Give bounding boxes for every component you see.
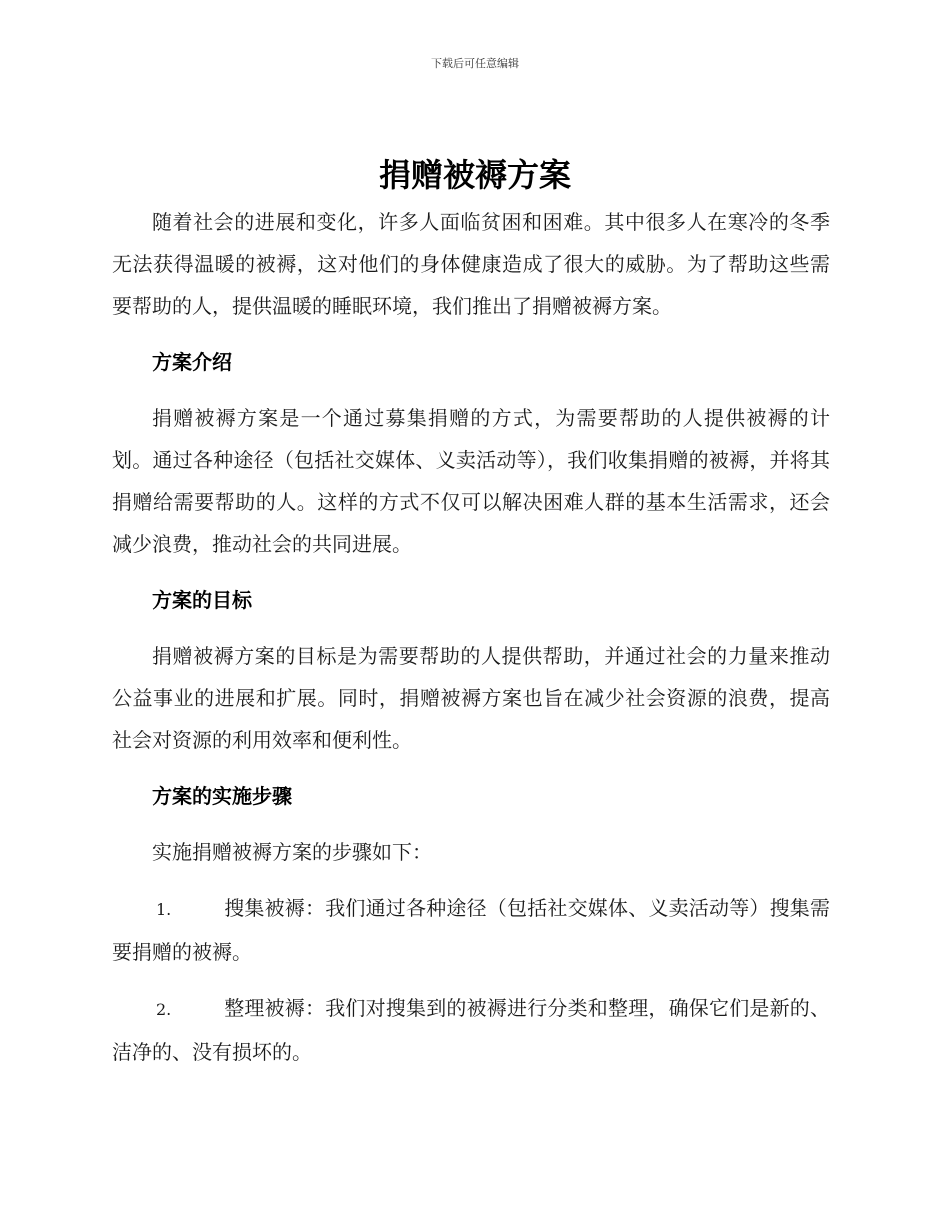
document-title: 捐赠被褥方案: [378, 156, 571, 194]
section-body-goal: 捐赠被褥方案的目标是为需要帮助的人提供帮助，并通过社会的力量来推动公益事业的进展和扩展。同时，捐赠被褥方案也旨在减少社会资源的浪费，提高社会对资源的利用效率和便利性。: [112, 644, 830, 752]
section-heading-intro: 方案介绍: [152, 350, 232, 374]
list-item: [112, 887, 830, 973]
intro-paragraph: 随着社会的进展和变化，许多人面临贫困和困难。其中很多人在寒冷的冬季无法获得温暖的被褥，这对他们的身体健康造成了很大的威胁。为了帮助这些需要帮助的人，提供温暖的睡眠环境，我们推出了捐赠被褥方案。: [112, 210, 830, 318]
list-item-number: 2.: [156, 1000, 172, 1019]
list-item-text: 搜集被褥：我们通过各种途径（包括社交媒体、义卖活动等）搜集需要捐赠的被褥。: [112, 896, 830, 964]
list-item: [112, 987, 830, 1073]
section-body-steps: 实施捐赠被褥方案的步骤如下：: [152, 840, 432, 864]
list-item-number: 1.: [156, 900, 172, 919]
section-body-intro: 捐赠被褥方案是一个通过募集捐赠的方式，为需要帮助的人提供被褥的计划。通过各种途径（包括社交媒体、义卖活动等），我们收集捐赠的被褥，并将其捐赠给需要帮助的人。这样的方式不仅可以解决困难人群的基本生活需求，还会减少浪费，推动社会的共同进展。: [112, 406, 830, 556]
document-body: [112, 201, 830, 1073]
header-note: 下载后可任意编辑: [431, 57, 519, 70]
section-heading-steps: 方案的实施步骤: [152, 784, 292, 808]
section-heading-goal: 方案的目标: [152, 588, 252, 612]
list-item-text: 整理被褥：我们对搜集到的被褥进行分类和整理，确保它们是新的、洁净的、没有损坏的。: [112, 996, 830, 1064]
